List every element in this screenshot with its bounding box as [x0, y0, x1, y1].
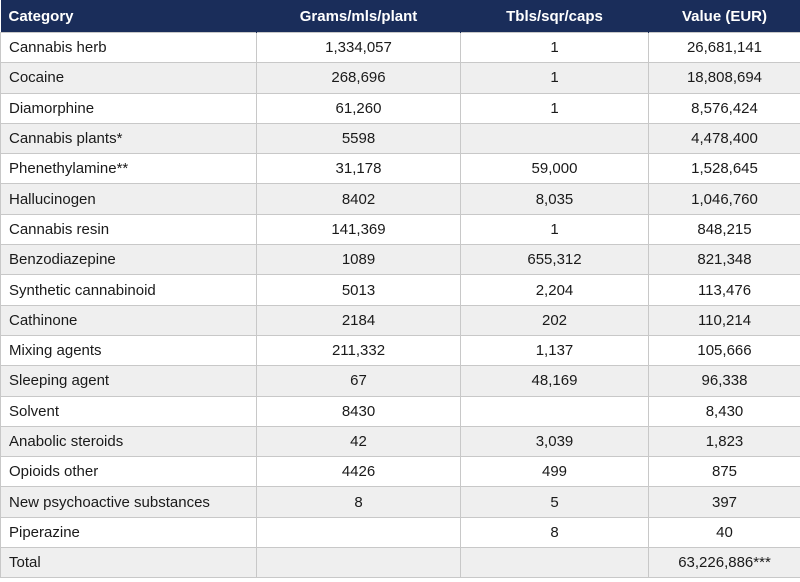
- cell-tbls: 48,169: [461, 366, 649, 396]
- cell-value: 1,046,760: [649, 184, 800, 214]
- cell-tbls: 655,312: [461, 245, 649, 275]
- table-row: [1, 154, 800, 184]
- cell-category: Synthetic cannabinoid: [1, 275, 257, 305]
- cell-tbls: 1: [461, 33, 649, 63]
- header-grams: Grams/mls/plant: [257, 0, 461, 33]
- cell-tbls: 2,204: [461, 275, 649, 305]
- table-row: [1, 426, 800, 456]
- table-row: [1, 214, 800, 244]
- cell-grams: 5598: [257, 123, 461, 153]
- cell-value: 821,348: [649, 245, 800, 275]
- cell-category: Mixing agents: [1, 335, 257, 365]
- table-header-row: [1, 0, 800, 33]
- cell-value: 1,823: [649, 426, 800, 456]
- cell-value: 63,226,886***: [649, 548, 800, 578]
- cell-grams: 8402: [257, 184, 461, 214]
- cell-tbls: 1,137: [461, 335, 649, 365]
- cell-grams: 42: [257, 426, 461, 456]
- cell-value: 8,430: [649, 396, 800, 426]
- cell-category: Solvent: [1, 396, 257, 426]
- cell-category: New psychoactive substances: [1, 487, 257, 517]
- cell-category: Cannabis resin: [1, 214, 257, 244]
- cell-value: 110,214: [649, 305, 800, 335]
- cell-value: 18,808,694: [649, 63, 800, 93]
- cell-grams: 61,260: [257, 93, 461, 123]
- cell-grams: 5013: [257, 275, 461, 305]
- cell-grams: 1089: [257, 245, 461, 275]
- cell-grams: 4426: [257, 457, 461, 487]
- table-row: [1, 366, 800, 396]
- cell-category: Benzodiazepine: [1, 245, 257, 275]
- cell-value: 8,576,424: [649, 93, 800, 123]
- cell-tbls: 1: [461, 63, 649, 93]
- cell-value: 113,476: [649, 275, 800, 305]
- cell-tbls: 1: [461, 214, 649, 244]
- cell-grams: [257, 517, 461, 547]
- table-row: [1, 123, 800, 153]
- cell-category: Cannabis plants*: [1, 123, 257, 153]
- table-row: [1, 275, 800, 305]
- cell-value: 105,666: [649, 335, 800, 365]
- cell-tbls: 202: [461, 305, 649, 335]
- cell-tbls: 3,039: [461, 426, 649, 456]
- cell-grams: [257, 548, 461, 578]
- cell-value: 4,478,400: [649, 123, 800, 153]
- table-row: [1, 487, 800, 517]
- cell-category: Opioids other: [1, 457, 257, 487]
- cell-category: Diamorphine: [1, 93, 257, 123]
- cell-category: Cathinone: [1, 305, 257, 335]
- cell-grams: 31,178: [257, 154, 461, 184]
- table-row: [1, 33, 800, 63]
- header-tbls: Tbls/sqr/caps: [461, 0, 649, 33]
- cell-tbls: 8: [461, 517, 649, 547]
- cell-grams: 2184: [257, 305, 461, 335]
- cell-value: 40: [649, 517, 800, 547]
- table-row: [1, 245, 800, 275]
- table-row: [1, 517, 800, 547]
- cell-tbls: [461, 548, 649, 578]
- cell-grams: 211,332: [257, 335, 461, 365]
- cell-category: Piperazine: [1, 517, 257, 547]
- table-row: [1, 93, 800, 123]
- table-row: [1, 305, 800, 335]
- cell-value: 96,338: [649, 366, 800, 396]
- cell-value: 397: [649, 487, 800, 517]
- cell-tbls: 59,000: [461, 154, 649, 184]
- table-row: [1, 184, 800, 214]
- cell-grams: 1,334,057: [257, 33, 461, 63]
- cell-category: Sleeping agent: [1, 366, 257, 396]
- cell-value: 26,681,141: [649, 33, 800, 63]
- cell-tbls: [461, 396, 649, 426]
- cell-value: 875: [649, 457, 800, 487]
- cell-category: Cannabis herb: [1, 33, 257, 63]
- table-row: [1, 396, 800, 426]
- header-value: Value (EUR): [649, 0, 800, 33]
- cell-tbls: 499: [461, 457, 649, 487]
- cell-tbls: 1: [461, 93, 649, 123]
- cell-grams: 67: [257, 366, 461, 396]
- total-row: [1, 548, 800, 578]
- cell-grams: 141,369: [257, 214, 461, 244]
- cell-grams: 8: [257, 487, 461, 517]
- cell-category: Phenethylamine**: [1, 154, 257, 184]
- table-row: [1, 457, 800, 487]
- table-row: [1, 63, 800, 93]
- cell-grams: 268,696: [257, 63, 461, 93]
- cell-grams: 8430: [257, 396, 461, 426]
- cell-category: Cocaine: [1, 63, 257, 93]
- cell-value: 848,215: [649, 214, 800, 244]
- cell-category: Total: [1, 548, 257, 578]
- header-category: Category: [1, 0, 257, 33]
- cell-category: Hallucinogen: [1, 184, 257, 214]
- cell-category: Anabolic steroids: [1, 426, 257, 456]
- cell-value: 1,528,645: [649, 154, 800, 184]
- cell-tbls: 5: [461, 487, 649, 517]
- cell-tbls: 8,035: [461, 184, 649, 214]
- cell-tbls: [461, 123, 649, 153]
- table-row: [1, 335, 800, 365]
